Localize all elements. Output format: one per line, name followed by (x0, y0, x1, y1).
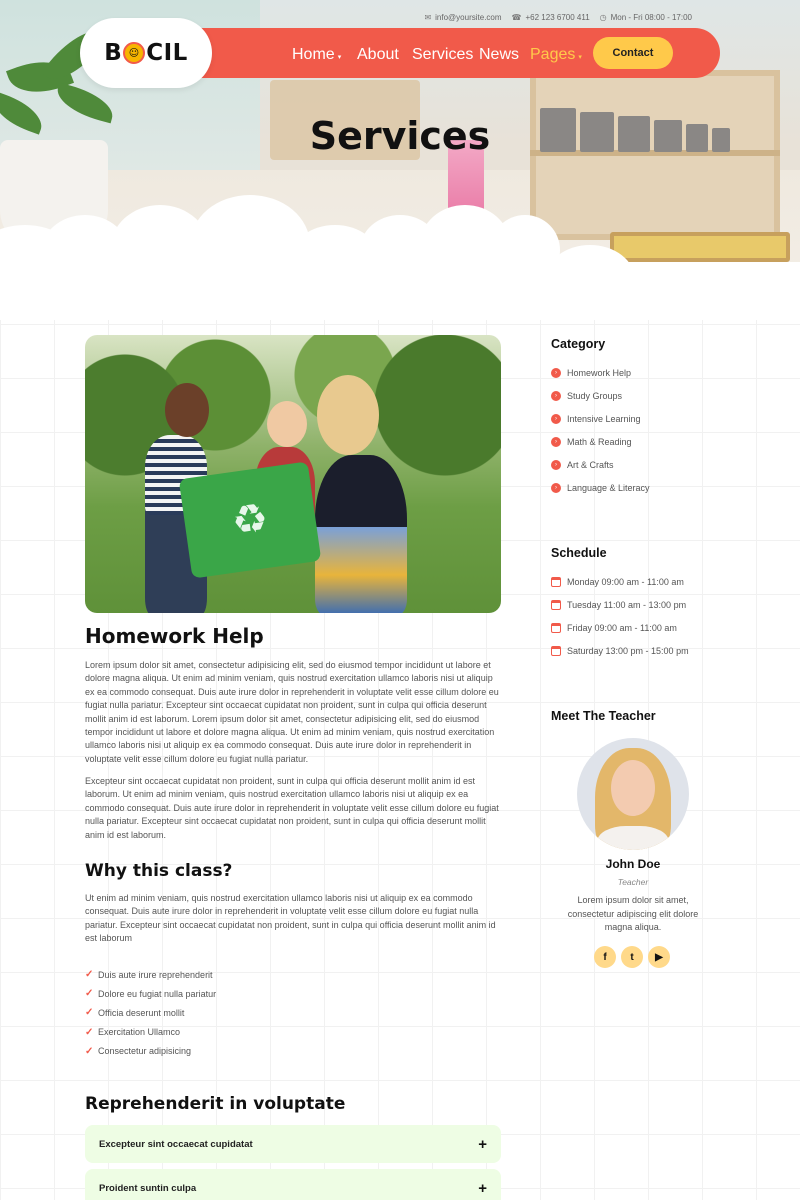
category-item-label: Language & Literacy (567, 482, 650, 493)
topbar-phone[interactable] (512, 13, 590, 22)
check-icon: ✓ (85, 1045, 94, 1057)
category-list (551, 361, 650, 499)
category-item[interactable] (551, 476, 650, 499)
topbar-email-text: info@yoursite.com (435, 13, 502, 22)
contact-button[interactable]: Contact (593, 37, 673, 69)
plus-icon[interactable]: + (478, 1179, 487, 1197)
category-item-label: Study Groups (567, 390, 623, 401)
topbar-phone-text: +62 123 6700 411 (525, 13, 590, 22)
teacher-shirt (597, 826, 669, 850)
youtube-icon[interactable]: ▶ (648, 946, 670, 968)
accordion-item[interactable] (85, 1125, 501, 1163)
faq-title: Reprehenderit in voluptate (85, 1094, 346, 1114)
service-description-2: Excepteur sint occaecat cupidatat non proident, sunt in culpa qui officia deserunt mollit anim id est laborum. Ut enim ad minim veniam, quis nostrud exercitation ullamco laboris nisi ut aliquip ex ea commodo consequat. Duis aute irure dolor in reprehenderit in voluptate velit esse cillum dolore eu fugiat nulla pariatur. Excepteur sint occaecat cupidatat non proident, sunt in culpa qui officia deserunt mollit anim id est laborum. (85, 776, 499, 840)
category-item[interactable] (551, 361, 650, 384)
category-item[interactable] (551, 430, 650, 453)
logo[interactable] (80, 18, 212, 88)
nav-services-label: Services (412, 46, 474, 63)
phone-icon: ☎ (511, 13, 522, 22)
category-title: Category (551, 337, 606, 351)
schedule-item (551, 639, 689, 662)
schedule-item-text: Monday 09:00 am - 11:00 am (567, 576, 684, 587)
twitter-icon[interactable]: t (621, 946, 643, 968)
nav-pages[interactable] (530, 46, 582, 64)
teacher-role: Teacher (617, 877, 649, 887)
clock-icon: ◷ (599, 13, 607, 22)
calendar-icon (551, 577, 561, 587)
nav-home[interactable] (292, 46, 341, 64)
nav-news-label: News (479, 46, 520, 63)
why-description: Ut enim ad minim veniam, quis nostrud exercitation ullamco laboris nisi ut aliquip ex ea commodo consequat. Duis aute irure dolor in reprehenderit in voluptate velit esse cillum dolore eu fugiat nulla pariatur. Excepteur sint occaecat cupidatat non proident, sunt in culpa qui officia deserunt mollit anim id est laborum (85, 893, 496, 944)
topbar (424, 13, 692, 22)
chevron-right-icon: › (551, 368, 561, 378)
category-item[interactable] (551, 407, 650, 430)
chevron-right-icon: › (551, 460, 561, 470)
calendar-icon (551, 623, 561, 633)
accordion-item[interactable] (85, 1169, 501, 1200)
recycle-icon: ♻ (179, 461, 322, 578)
service-description: Lorem ipsum dolor sit amet, consectetur adipisicing elit, sed do eiusmod tempor incididunt ut labore et dolore magna aliqua. Ut enim ad minim veniam, quis nostrud exercitation ullamco laboris nisi ut aliquip ex ea commodo consequat. Duis aute irure dolor in reprehenderit in voluptate velit esse cillum dolore eu fugiat nulla pariatur. Excepteur sint occaecat cupidatat non proident, sunt in culpa qui officia deserunt mollit anim id est laborum. Lorem ipsum dolor sit amet, consectetur adipisicing elit, sed do eiusmod tempor incididunt ut labore et dolore magna aliqua. Ut enim ad minim veniam, quis nostrud exercitation ullamco laboris nisi ut aliquip ex ea commodo consequat. Duis aute irure dolor in reprehenderit in voluptate velit esse cillum dolore eu fugiat nulla pariatur. (85, 660, 499, 764)
topbar-hours-text: Mon - Fri 08:00 - 17:00 (610, 13, 692, 22)
hero-tray (610, 232, 790, 262)
list-item-text: Officia deserunt mollit (98, 1007, 185, 1018)
logo-letter-b: B (104, 40, 123, 66)
list-item-text: Consectetur adipisicing (98, 1046, 192, 1057)
accordion-item-label: Excepteur sint occaecat cupidatat (99, 1138, 253, 1150)
calendar-icon (551, 600, 561, 610)
schedule-item (551, 616, 689, 639)
schedule-item-text: Tuesday 11:00 am - 13:00 pm (567, 599, 687, 610)
service-photo (85, 335, 501, 613)
chevron-down-icon: ▾ (578, 54, 582, 61)
teacher-face (611, 760, 655, 816)
check-icon: ✓ (85, 1026, 94, 1038)
schedule-title: Schedule (551, 546, 607, 560)
schedule-list (551, 570, 689, 662)
topbar-email[interactable] (424, 13, 501, 22)
list-item (85, 984, 216, 1003)
check-icon: ✓ (85, 988, 94, 1000)
list-item (85, 1042, 216, 1061)
benefit-list (85, 965, 216, 1061)
nav-pages-label: Pages (530, 46, 576, 63)
nav-services[interactable] (412, 46, 473, 64)
teacher-section-title: Meet The Teacher (551, 709, 656, 723)
category-item-label: Intensive Learning (567, 413, 641, 424)
list-item-text: Exercitation Ullamco (98, 1027, 181, 1038)
photo-child-head (267, 401, 307, 447)
category-item-label: Art & Crafts (567, 459, 614, 470)
plus-icon[interactable]: + (478, 1135, 487, 1153)
topbar-hours (600, 13, 692, 22)
check-icon: ✓ (85, 969, 94, 981)
service-title: Homework Help (85, 624, 264, 648)
accordion-item-label: Proident suntin culpa (99, 1182, 197, 1194)
category-item[interactable] (551, 453, 650, 476)
mail-icon: ✉ (424, 13, 432, 22)
nav-news[interactable] (479, 46, 519, 64)
list-item-text: Duis aute irure reprehenderit (98, 969, 213, 980)
check-icon: ✓ (85, 1007, 94, 1019)
schedule-item-text: Saturday 13:00 pm - 15:00 pm (567, 645, 689, 656)
nav-about-label: About (357, 46, 399, 63)
chevron-right-icon: › (551, 414, 561, 424)
photo-child (315, 455, 407, 613)
schedule-item (551, 593, 689, 616)
logo-letters-cil: CIL (146, 40, 188, 66)
nav-home-label: Home (292, 46, 335, 63)
sun-icon: ☺ (123, 42, 145, 64)
nav-about[interactable] (357, 46, 399, 64)
social-links (594, 946, 670, 968)
chevron-down-icon: ▾ (337, 54, 342, 61)
calendar-icon (551, 646, 561, 656)
list-item (85, 1023, 216, 1042)
teacher-avatar (577, 738, 689, 850)
teacher-name: John Doe (605, 857, 661, 871)
logo-text (104, 40, 188, 66)
chevron-right-icon: › (551, 483, 561, 493)
teacher-bio: Lorem ipsum dolor sit amet, consectetur adipiscing elit dolore magna aliqua. (567, 895, 699, 932)
schedule-item-text: Friday 09:00 am - 11:00 am (567, 622, 677, 633)
category-item[interactable] (551, 384, 650, 407)
category-item-label: Homework Help (567, 367, 632, 378)
chevron-right-icon: › (551, 391, 561, 401)
photo-child-head (165, 383, 209, 437)
photo-child-head (317, 375, 379, 455)
list-item (85, 965, 216, 984)
cloud-base (0, 262, 800, 320)
list-item (85, 1003, 216, 1022)
chevron-right-icon: › (551, 437, 561, 447)
facebook-icon[interactable]: f (594, 946, 616, 968)
list-item-text: Dolore eu fugiat nulla pariatur (98, 988, 217, 999)
category-item-label: Math & Reading (567, 436, 632, 447)
schedule-item (551, 570, 689, 593)
why-title: Why this class? (85, 861, 233, 881)
page-title: Services (309, 114, 491, 158)
